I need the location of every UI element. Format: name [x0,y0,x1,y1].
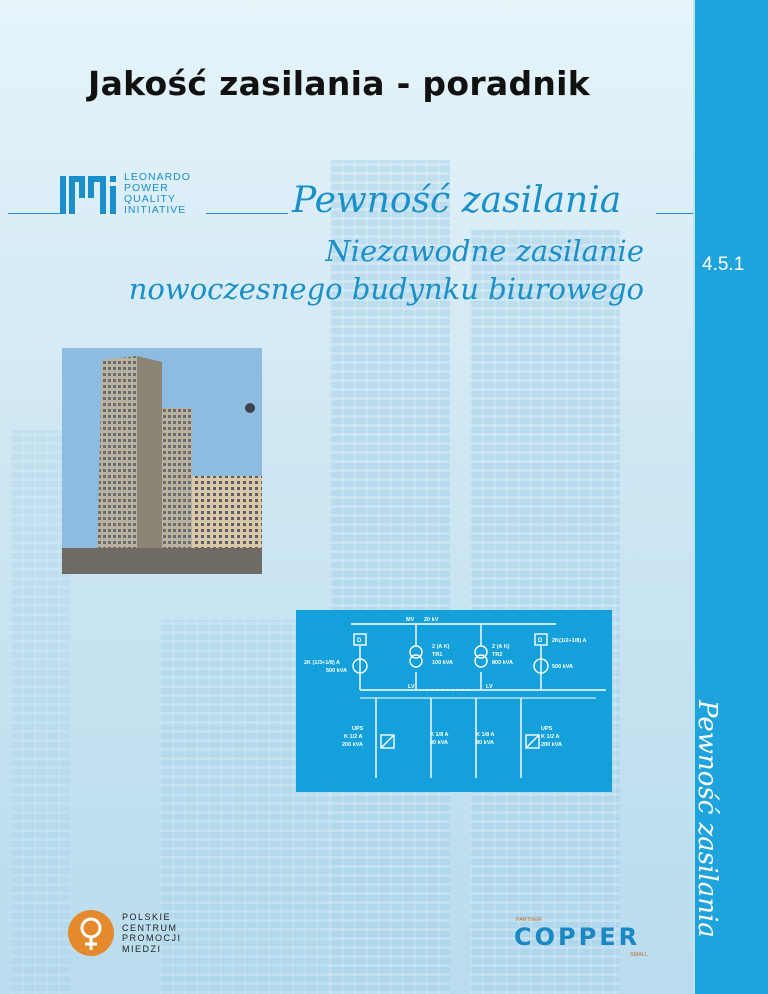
document-title: Pewność zasilania [292,180,622,221]
copper-logo: COPPER [514,923,641,951]
document-subtitle [129,232,644,308]
pcpm-logo-text [122,912,182,954]
feeder-left-power: 80 kVA [430,740,448,746]
lv-right-label: LV [486,684,493,690]
feeder-right-power: 80 kVA [476,740,494,746]
copper-partner-label: PARTNER [516,917,542,923]
mv-voltage: 20 kV [424,617,439,623]
generator-right-rating: 2K(1/2+1/8) A [552,638,587,644]
pcpm-line: PROMOCJI [122,933,182,943]
tr2-name: TR2 [492,652,503,658]
ups-left-rating: K 1/2 A [344,734,363,740]
title-rule [656,213,693,214]
vertical-title: Pewność zasilania [692,700,722,938]
lpqi-line: INITIATIVE [124,204,187,216]
generator-right-power: 500 kVA [552,664,573,670]
ups-right-label: UPS [541,726,553,732]
tr1-power: 100 kVA [432,660,453,666]
pcpm-line: MIEDZI [122,943,162,954]
power-supply-diagram [296,610,612,792]
generator-left-power: 500 kVA [326,668,347,674]
ups-right-power: 200 kVA [541,742,562,748]
guide-series-title: Jakość zasilania - poradnik [88,64,591,103]
feeder-right-rating: K 1/8 A [476,732,495,738]
generator-right-label: D [538,638,543,644]
tr2-connection: 2 (A K) [492,644,510,650]
title-rule [206,213,288,214]
office-building-photo [62,348,262,574]
lpqi-line: LEONARDO [124,171,191,183]
background-building [10,430,70,994]
lv-left-label: LV [408,684,415,690]
ups-left-power: 200 kVA [342,742,363,748]
pcpm-line: POLSKIE [122,912,172,922]
subtitle-line: nowoczesnego budynku biurowego [128,272,644,306]
pcpm-line: CENTRUM [122,922,178,933]
lpqi-line: QUALITY [124,193,176,205]
title-rule [8,213,60,214]
document-number: 4.5.1 [702,254,745,275]
ups-right-rating: K 1/2 A [541,734,560,740]
office-building-illustration [62,348,262,574]
lpqi-line: POWER [124,182,169,194]
generator-left-rating: 2K (1/3+1/8) A [304,660,341,666]
generator-left-label: D [357,638,362,644]
subtitle-line: Niezawodne zasilanie [325,234,644,268]
tr1-connection: 2 (A K) [432,644,450,650]
tr1-name: TR1 [432,652,443,658]
lpqi-logo-icon [60,172,120,216]
pcpm-logo-icon [66,908,116,958]
single-line-diagram [296,610,612,792]
mv-label: MV [406,617,415,623]
ups-left-label: UPS [352,726,364,732]
copper-sub-label: SMALL [630,952,649,958]
tr2-power: 800 kVA [492,660,513,666]
feeder-left-rating: K 1/8 A [430,732,449,738]
lpqi-logo-text [124,172,191,216]
